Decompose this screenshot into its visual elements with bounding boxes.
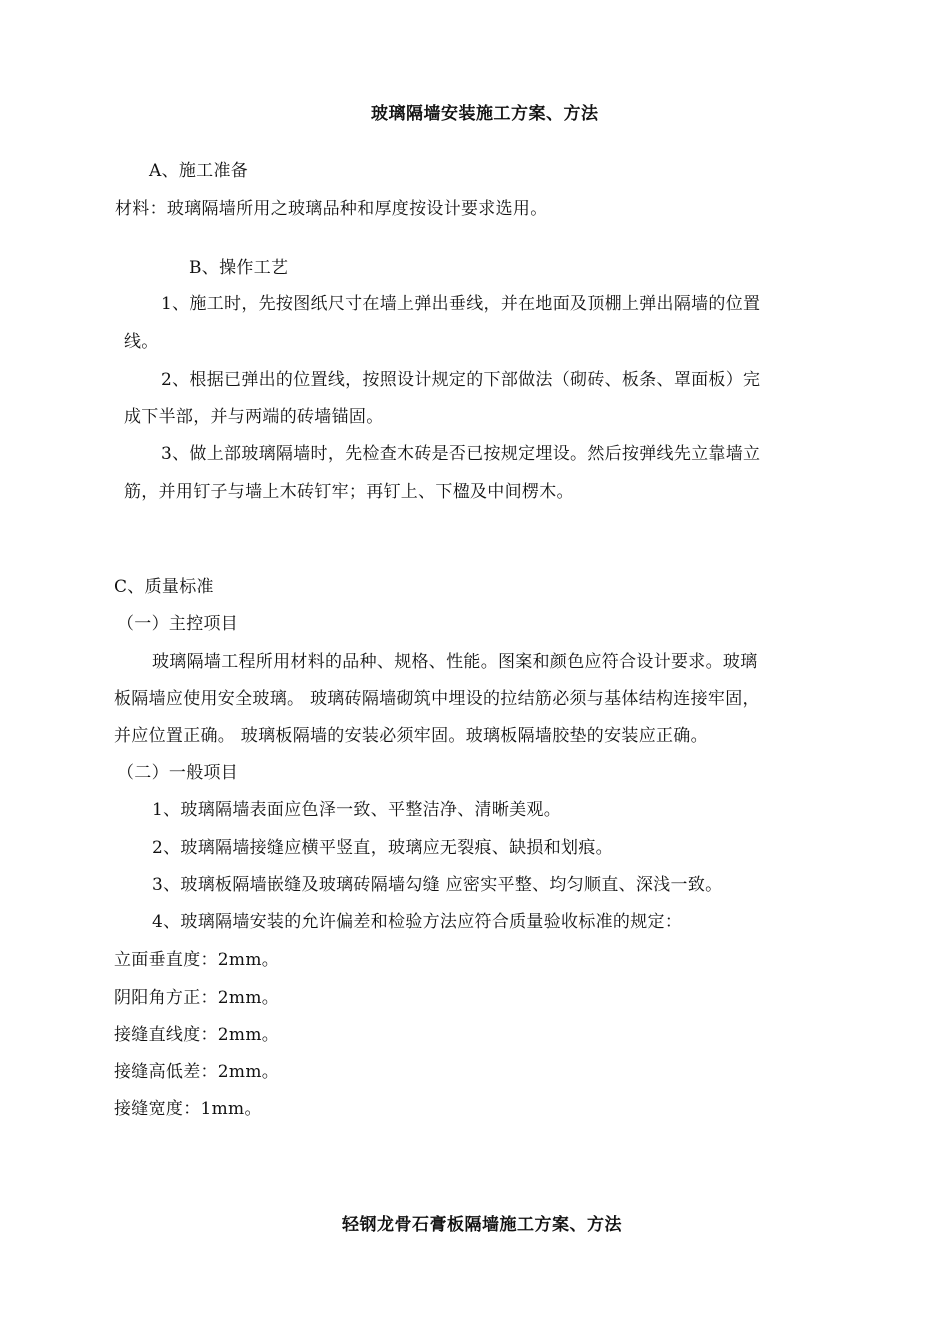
tolerance-vertical: 立面垂直度：2mm。 xyxy=(114,950,280,970)
step-2-line-2: 成下半部，并与两端的砖墙锚固。 xyxy=(124,407,384,427)
section-c-heading: C、质量标准 xyxy=(114,577,214,597)
section-b-heading: B、操作工艺 xyxy=(189,258,289,278)
general-items-heading: （二）一般项目 xyxy=(117,763,239,783)
step-1-line-1: 1、施工时，先按图纸尺寸在墙上弹出垂线，并在地面及顶棚上弹出隔墙的位置 xyxy=(161,294,761,314)
main-items-paragraph-line-3: 并应位置正确。 玻璃板隔墙的安装必须牢固。玻璃板隔墙胶垫的安装应正确。 xyxy=(114,726,708,746)
section-a-heading: A、施工准备 xyxy=(149,161,249,181)
tolerance-joint-straightness: 接缝直线度：2mm。 xyxy=(114,1025,280,1045)
general-item-3: 3、玻璃板隔墙嵌缝及玻璃砖隔墙勾缝 应密实平整、均匀顺直、深浅一致。 xyxy=(152,875,723,895)
step-3-line-1: 3、做上部玻璃隔墙时，先检查木砖是否已按规定埋设。然后按弹线先立靠墙立 xyxy=(161,444,761,464)
step-2-line-1: 2、根据已弹出的位置线，按照设计规定的下部做法（砌砖、板条、罩面板）完 xyxy=(161,370,761,390)
general-item-2: 2、玻璃隔墙接缝应横平竖直，玻璃应无裂痕、缺损和划痕。 xyxy=(152,838,613,858)
general-item-4: 4、玻璃隔墙安装的允许偏差和检验方法应符合质量验收标准的规定： xyxy=(152,912,683,932)
tolerance-corner: 阴阳角方正：2mm。 xyxy=(114,988,280,1008)
main-items-heading: （一）主控项目 xyxy=(117,614,239,634)
general-item-1: 1、玻璃隔墙表面应色泽一致、平整洁净、清晰美观。 xyxy=(152,800,562,820)
tolerance-joint-height: 接缝高低差：2mm。 xyxy=(114,1062,280,1082)
tolerance-joint-width: 接缝宽度：1mm。 xyxy=(114,1099,262,1119)
main-items-paragraph-line-1: 玻璃隔墙工程所用材料的品种、规格、性能。图案和颜色应符合设计要求。玻璃 xyxy=(152,652,758,672)
document-title: 玻璃隔墙安装施工方案、方法 xyxy=(371,104,599,124)
materials-text: 材料：玻璃隔墙所用之玻璃品种和厚度按设计要求选用。 xyxy=(115,199,548,219)
main-items-paragraph-line-2: 板隔墙应使用安全玻璃。 玻璃砖隔墙砌筑中埋设的拉结筋必须与基体结构连接牢固， xyxy=(114,689,760,709)
step-1-line-2: 线。 xyxy=(124,332,159,352)
step-3-line-2: 筋，并用钉子与墙上木砖钉牢；再钉上、下楹及中间楞木。 xyxy=(124,482,574,502)
second-section-title: 轻钢龙骨石膏板隔墙施工方案、方法 xyxy=(342,1215,622,1235)
